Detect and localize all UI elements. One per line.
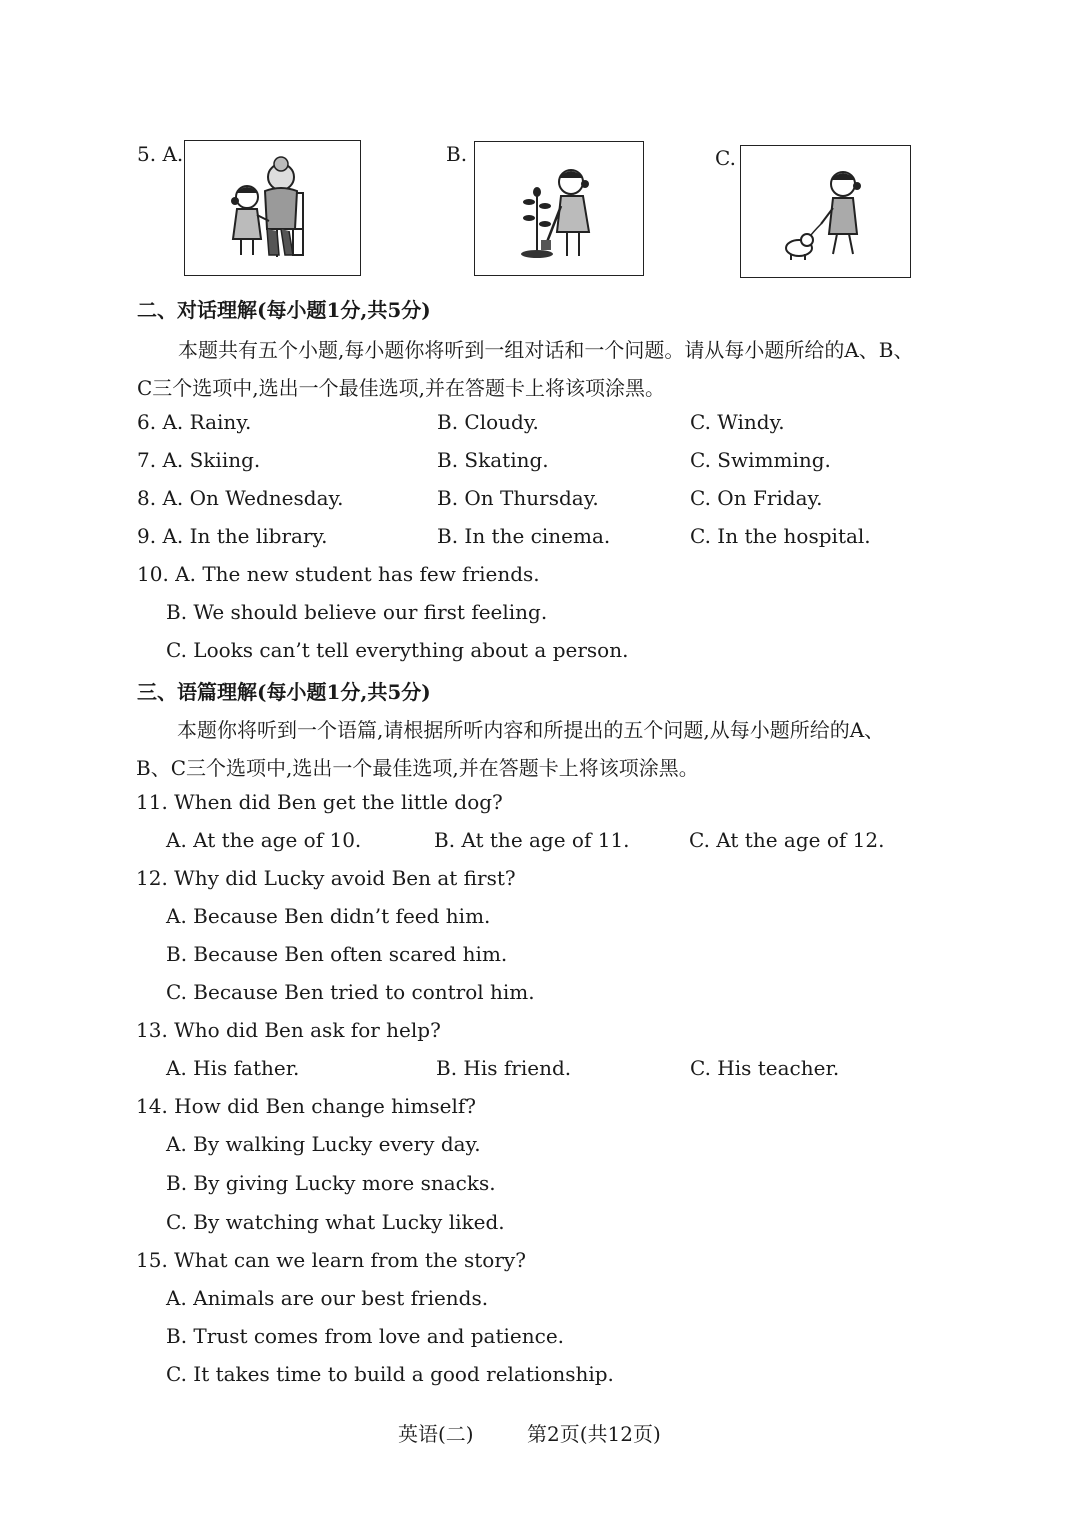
section-3-title: 三、语篇理解(每小题1分,共5分): [137, 680, 431, 704]
q13-option-c: C. His teacher.: [690, 1056, 840, 1080]
footer-subject: 英语(二): [398, 1422, 474, 1446]
q13-option-b: B. His friend.: [436, 1056, 572, 1080]
q5-option-c-label: C.: [715, 146, 736, 170]
q7-option-c: C. Swimming.: [690, 448, 831, 472]
q15-option-c: C. It takes time to build a good relationship.: [166, 1362, 614, 1386]
q7-option-a: 7. A. Skiing.: [137, 448, 261, 472]
q11-option-a: A. At the age of 10.: [166, 828, 362, 852]
section-2-title: 二、对话理解(每小题1分,共5分): [137, 298, 431, 322]
q12-option-b: B. Because Ben often scared him.: [166, 942, 508, 966]
q13-option-a: A. His father.: [166, 1056, 300, 1080]
section-3-instruction-line-2: B、C三个选项中,选出一个最佳选项,并在答题卡上将该项涂黑。: [136, 756, 699, 780]
q10-option-a: 10. A. The new student has few friends.: [137, 562, 540, 586]
footer-page-number: 第2页(共12页): [527, 1422, 661, 1446]
section-3-instruction-line-1: 本题你将听到一个语篇,请根据所听内容和所提出的五个问题,从每小题所给的A、: [177, 718, 885, 742]
q8-option-c: C. On Friday.: [690, 486, 823, 510]
q6-option-b: B. Cloudy.: [437, 410, 539, 434]
girl-walking-dog-illustration: [741, 146, 910, 277]
q15-option-a: A. Animals are our best friends.: [166, 1286, 489, 1310]
q12-stem: 12. Why did Lucky avoid Ben at first?: [136, 866, 516, 890]
q13-stem: 13. Who did Ben ask for help?: [136, 1018, 441, 1042]
q11-option-b: B. At the age of 11.: [434, 828, 630, 852]
q9-option-c: C. In the hospital.: [690, 524, 871, 548]
q12-option-a: A. Because Ben didn’t feed him.: [166, 904, 491, 928]
q7-option-b: B. Skating.: [437, 448, 549, 472]
q5-picture-a-girl-with-grandma: [184, 140, 361, 276]
q6-option-a: 6. A. Rainy.: [137, 410, 252, 434]
q11-stem: 11. When did Ben get the little dog?: [136, 790, 503, 814]
q5-picture-c-girl-walking-dog: [740, 145, 911, 278]
q5-option-a-label: 5. A.: [137, 142, 184, 166]
q6-option-c: C. Windy.: [690, 410, 785, 434]
q14-stem: 14. How did Ben change himself?: [136, 1094, 476, 1118]
q15-stem: 15. What can we learn from the story?: [136, 1248, 526, 1272]
q14-option-c: C. By watching what Lucky liked.: [166, 1210, 505, 1234]
q5-option-b-label: B.: [446, 142, 468, 166]
q9-option-a: 9. A. In the library.: [137, 524, 328, 548]
girl-planting-tree-illustration: [475, 142, 643, 275]
q11-option-c: C. At the age of 12.: [689, 828, 885, 852]
section-2-instruction-line-2: C三个选项中,选出一个最佳选项,并在答题卡上将该项涂黑。: [137, 376, 666, 400]
q15-option-b: B. Trust comes from love and patience.: [166, 1324, 565, 1348]
q8-option-b: B. On Thursday.: [437, 486, 599, 510]
section-2-instruction-line-1: 本题共有五个小题,每小题你将听到一组对话和一个问题。请从每小题所给的A、B、: [178, 338, 914, 362]
q10-option-c: C. Looks can’t tell everything about a person.: [166, 638, 629, 662]
girl-and-grandmother-illustration: [185, 141, 360, 275]
q14-option-a: A. By walking Lucky every day.: [166, 1132, 481, 1156]
q5-picture-b-girl-planting-tree: [474, 141, 644, 276]
q10-option-b: B. We should believe our first feeling.: [166, 600, 548, 624]
q14-option-b: B. By giving Lucky more snacks.: [166, 1171, 496, 1195]
q8-option-a: 8. A. On Wednesday.: [137, 486, 344, 510]
q9-option-b: B. In the cinema.: [437, 524, 611, 548]
q12-option-c: C. Because Ben tried to control him.: [166, 980, 535, 1004]
